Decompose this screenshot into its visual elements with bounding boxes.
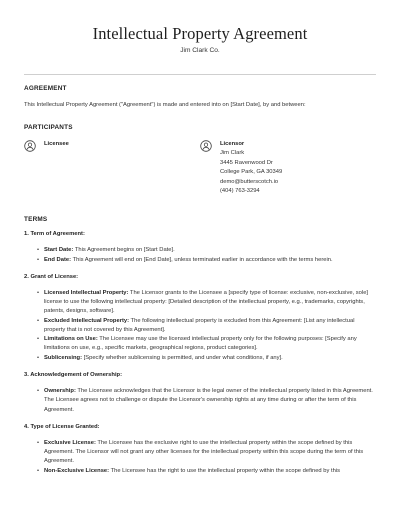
licensor-label: Licensor [220, 140, 245, 147]
licensor-email: demo@butterscotch.io [220, 178, 279, 185]
term-section-list [44, 289, 376, 363]
agreement-text: This Intellectual Property Agreement ("Agreement") is made and entered into on [Start Date], by and between: [24, 102, 306, 108]
term-section-title: 3. Acknowledgement of Ownership: [24, 371, 123, 378]
term-list-item [44, 335, 376, 354]
term-item-label: Start Date: [44, 247, 74, 254]
term-item-text: The Licensee may use the licensed intellectual property only for the following purposes: [Specify any limitations on use, e.g., specific markets, geographical regions, product categories]. [44, 336, 357, 352]
term-item-text: The following intellectual property is excluded from this Agreement: [List any intellectual property that is not covered by this Agreement]. [44, 317, 355, 333]
term-section-list [44, 439, 376, 476]
term-item-label: Licensed Intellectual Property: [44, 289, 129, 296]
term-item-label: Limitations on Use: [44, 336, 98, 343]
term-list-item [44, 289, 376, 317]
term-item-text: The Licensee has the exclusive right to use the intellectual property within the scope defined by this Agreement. The Licensor will not grant any other licenses for the intellectual property within this scope during the term of this Agreement. [44, 439, 364, 465]
terms-heading: TERMS [24, 216, 48, 224]
document-company: Jim Clark Co. [180, 47, 220, 54]
term-section-list [44, 387, 376, 415]
user-circle-icon [200, 140, 212, 152]
document-title: Intellectual Property Agreement [92, 24, 308, 43]
term-list-item [44, 317, 376, 336]
term-section-title: 1. Term of Agreement: [24, 231, 85, 238]
term-item-text: This Agreement begins on [Start Date]. [73, 247, 175, 254]
term-list-item [44, 354, 376, 363]
term-item-label: Ownership: [44, 387, 76, 394]
term-section-list [44, 246, 376, 265]
licensor-address: 3445 Ravenwood Dr [220, 159, 273, 166]
licensor-card [200, 140, 376, 196]
user-circle-icon [24, 140, 36, 152]
term-item-label: Excluded Intellectual Property: [44, 317, 130, 324]
participants-heading: PARTICIPANTS [24, 123, 73, 131]
agreement-heading: AGREEMENT [24, 85, 67, 92]
term-item-label: Exclusive License: [44, 439, 96, 446]
term-item-text: This Agreement will end on [End Date], unless terminated earlier in accordance with the terms herein. [71, 256, 333, 263]
term-list-item [44, 387, 376, 415]
term-item-text: The Licensee acknowledges that the Licensor is the legal owner of the intellectual property listed in this Agreement. The Licensee agrees not to challenge or dispute the Licensor's ownership rights at any time during or after the term of this Agreement. [44, 387, 373, 413]
licensor-city: College Park, GA 30349 [220, 169, 283, 176]
terms-body [24, 231, 376, 476]
term-section-title: 2. Grant of License: [24, 273, 79, 280]
term-list-item [44, 439, 376, 467]
term-list-item [44, 256, 376, 265]
licensor-phone: (404) 763-3294 [220, 187, 260, 194]
licensor-name: Jim Clark [220, 150, 245, 157]
licensee-label: Licensee [44, 140, 69, 147]
term-item-label: Sublicensing: [44, 354, 83, 361]
term-item-text: The Licensee has the right to use the intellectual property within the scope defined by this [109, 467, 341, 474]
licensee-card [24, 140, 200, 196]
participants-block [24, 140, 376, 196]
term-item-label: End Date: [44, 256, 72, 263]
term-list-item [44, 467, 376, 476]
term-item-label: Non-Exclusive License: [44, 467, 110, 474]
term-section-title: 4. Type of License Granted: [24, 423, 100, 430]
divider [24, 74, 376, 75]
term-item-text: The Licensor grants to the Licensee a [specify type of license: exclusive, non-exclusive, sole] license to use the following intellectual property: [Detailed description of the intellectual property, e.g., trademarks, copyrights, patents, designs, software]. [44, 289, 369, 315]
term-item-text: [Specify whether sublicensing is permitted, and under what conditions, if any]. [82, 354, 283, 361]
term-list-item [44, 246, 376, 255]
